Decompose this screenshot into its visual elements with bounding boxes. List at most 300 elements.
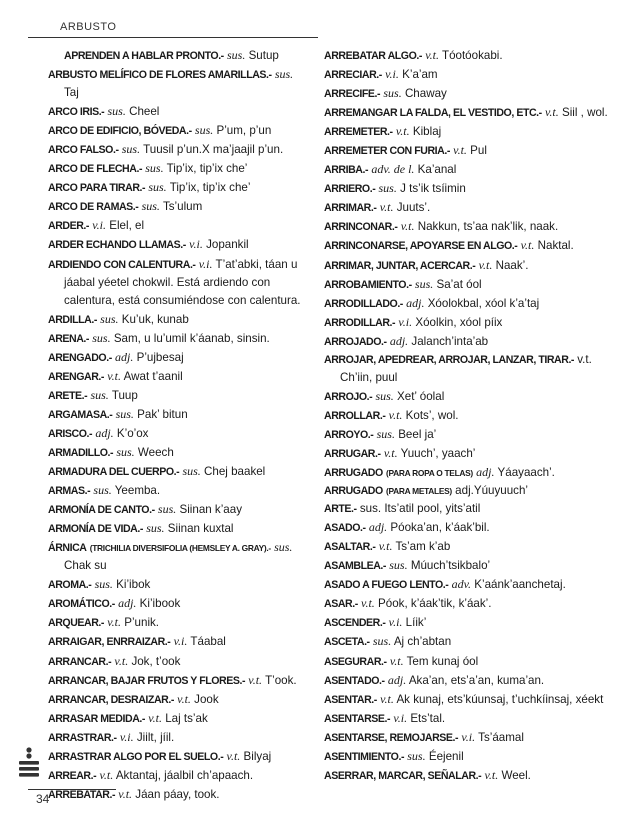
dictionary-entry: [324, 444, 616, 463]
entry-definition: Póoka’an, k’áak’bil.: [390, 521, 490, 535]
entry-definition: Ts’am k’ab: [395, 540, 451, 554]
entry-definition: K’a’am: [402, 68, 438, 82]
dictionary-entry: [48, 613, 310, 632]
entry-definition: Sa’at óol: [436, 277, 482, 291]
entry-part-of-speech: sus.: [115, 406, 134, 421]
entry-part-of-speech: v.t.: [380, 691, 394, 706]
dictionary-entry: [324, 122, 616, 141]
dictionary-entry: [324, 236, 616, 255]
entry-definition: Siinan k’aay: [179, 503, 242, 517]
dictionary-entry: [324, 294, 616, 313]
entry-headword: ASEGURAR.-: [324, 655, 387, 668]
entry-part-of-speech: v.i.: [173, 634, 188, 649]
dictionary-entry: [324, 387, 616, 406]
entry-part-of-speech: sus.: [92, 330, 111, 345]
entry-definition: Éejenil: [428, 749, 464, 763]
entry-definition: Aktantaj, jáalbil ch’apaach.: [115, 768, 254, 782]
entry-definition: Ak kunaj, ets’kúunsaj, t’uchkíinsaj, xéekt: [396, 692, 604, 706]
dictionary-entry: [324, 256, 616, 275]
dictionary-entry: [48, 500, 310, 519]
entry-part-of-speech: adj.: [115, 349, 134, 364]
dictionary-entry: [324, 463, 616, 482]
entry-headword: ARGAMASA.-: [48, 408, 113, 421]
entry-part-of-speech: sus.: [182, 464, 201, 479]
entry-definition: Naak’.: [495, 258, 529, 272]
entry-definition: Aka’an, ets’a’an, kuma’an.: [408, 673, 545, 687]
entry-headword: ARDER ECHANDO LLAMAS.-: [48, 239, 186, 252]
entry-definition: Xet’ óolal: [397, 389, 445, 403]
entry-definition: Ets’tal.: [410, 711, 446, 725]
entry-definition: Tem kunaj óol: [406, 654, 479, 668]
entry-headword: ASENTARSE.-: [324, 712, 391, 725]
entry-headword: ARRIMAR, JUNTAR, ACERCAR.-: [324, 259, 476, 272]
entry-headword: ARMONÍA DE VIDA.-: [48, 523, 143, 536]
dictionary-entry: [48, 424, 310, 443]
entry-headword-qualifier: (PARA METALES): [386, 486, 452, 497]
entry-part-of-speech: sus.: [100, 311, 119, 326]
dictionary-entry: [48, 255, 310, 310]
entry-headword: ARROJADO.-: [324, 335, 387, 348]
entry-definition: Bilyaj: [243, 749, 272, 763]
entry-part-of-speech: v.t.: [520, 238, 535, 253]
dictionary-entry: [48, 386, 310, 405]
entry-part-of-speech: sus.: [274, 67, 294, 82]
entry-part-of-speech: v.t.: [114, 653, 129, 668]
dictionary-entry: [48, 728, 310, 747]
dictionary-entry: [48, 121, 310, 140]
dictionary-entry: [48, 329, 310, 348]
entry-part-of-speech: sus.: [378, 181, 397, 196]
entry-headword: ASADO A FUEGO LENTO.-: [324, 579, 449, 592]
dictionary-entry: [48, 785, 310, 804]
entry-headword: ASALTAR.-: [324, 541, 376, 554]
entry-definition: Weech: [137, 445, 174, 459]
dictionary-entry: [48, 519, 310, 538]
dictionary-entry: [324, 482, 616, 500]
entry-headword: ARDIENDO CON CALENTURA.-: [48, 258, 196, 271]
dictionary-entry: [48, 766, 310, 785]
entry-part-of-speech: v.t.: [544, 105, 559, 120]
entry-definition: Sutup: [248, 49, 279, 62]
entry-definition: Xóolkin, xóol píix: [415, 315, 503, 329]
entry-headword: ARISCO.-: [48, 427, 93, 440]
dictionary-entry: [324, 500, 616, 518]
entry-part-of-speech: adj.: [95, 425, 114, 440]
dictionary-entry: [324, 709, 616, 728]
entry-headword: ARROJAR, APEDREAR, ARROJAR, LANZAR, TIRAR.-: [324, 353, 575, 366]
entry-headword: ARROYO.-: [324, 428, 374, 441]
entry-headword: ASAR.-: [324, 598, 358, 611]
entry-definition: Jiilt, jíil.: [136, 730, 175, 744]
left-column: [48, 46, 310, 804]
entry-part-of-speech: sus.: [116, 444, 135, 459]
entry-part-of-speech: sus.: [148, 180, 167, 195]
entry-definition: Beel ja’: [398, 427, 437, 441]
entry-headword: ARROJO.-: [324, 390, 373, 403]
entry-headword: ASAMBLEA.-: [324, 560, 387, 573]
dictionary-entry: [324, 537, 616, 556]
entry-definition: Juuts’.: [396, 201, 431, 215]
entry-part-of-speech: sus.: [372, 634, 392, 649]
entry-definition: Chak su: [64, 559, 107, 573]
dictionary-entry: [48, 462, 310, 481]
entry-headword: ASENTAR.-: [324, 693, 377, 706]
entry-headword: ASCENDER.-: [324, 617, 386, 630]
entry-part-of-speech: sus.: [376, 426, 395, 441]
entry-headword: ARCO FALSO.-: [48, 144, 119, 157]
dictionary-entry: [324, 613, 616, 632]
entry-part-of-speech: sus.: [94, 577, 113, 592]
entry-definition: P’unik.: [124, 616, 160, 630]
entry-definition: T’ook.: [265, 673, 297, 687]
dictionary-entry: [324, 728, 616, 747]
dictionary-entry: [324, 84, 616, 103]
entry-definition: Ki’ibook: [139, 597, 181, 611]
entry-definition: Ku’uk, kunab: [121, 312, 189, 326]
dictionary-entry: [48, 652, 310, 671]
entry-definition: sus. Its’atil pool, yits’atil: [359, 502, 481, 516]
entry-definition: T’at’abki, táan u jáabal yéetel chokwil. Está ardiendo con calentura, está consumiéndose con calentura.: [64, 257, 301, 307]
dictionary-entry: [324, 690, 616, 709]
entry-definition: Líik’: [405, 616, 427, 630]
entry-part-of-speech: adj.: [368, 520, 388, 535]
entry-definition: Tip’ix, tip’ix che’: [169, 181, 251, 195]
entry-part-of-speech: v.i.: [393, 710, 408, 725]
entry-part-of-speech: sus.: [157, 502, 177, 517]
entry-part-of-speech: v.t.: [177, 691, 191, 706]
entry-part-of-speech: adj.: [387, 672, 407, 687]
entry-headword: ARDER.-: [48, 220, 89, 233]
entry-definition: Jalanch’inta’ab: [411, 334, 489, 348]
entry-headword: ASCETA.-: [324, 636, 370, 649]
entry-definition: Taj: [64, 86, 79, 100]
entry-headword: ARCO IRIS.-: [48, 106, 105, 119]
dictionary-entry: [324, 575, 616, 594]
entry-definition: J ts’ik tsíimin: [400, 182, 466, 196]
entry-headword: ARRUGADO: [324, 467, 383, 480]
entry-part-of-speech: sus.: [414, 276, 434, 291]
entry-headword: ARRINCONAR.-: [324, 221, 398, 234]
entry-part-of-speech: v.t.: [388, 407, 403, 422]
entry-definition: Kiblaj: [412, 125, 442, 139]
entry-part-of-speech: v.t.: [395, 124, 410, 139]
entry-definition: Sam, u lu’umil k’áanab, sinsin.: [113, 331, 270, 345]
entry-headword: ARRASTRAR.-: [48, 731, 117, 744]
entry-part-of-speech: sus.: [274, 540, 293, 555]
dictionary-entry: [324, 313, 616, 332]
entry-part-of-speech: v.t.: [118, 786, 133, 801]
entry-part-of-speech: v.t.: [99, 767, 114, 782]
entry-part-of-speech: v.i.: [92, 218, 107, 233]
entry-headword: AROMA.-: [48, 579, 92, 592]
entry-part-of-speech: sus.: [407, 748, 426, 763]
entry-part-of-speech: v.t.: [484, 767, 499, 782]
maya-numeral-icon: [18, 746, 40, 778]
entry-part-of-speech: v.i.: [119, 729, 134, 744]
dictionary-entry: [48, 594, 310, 613]
entry-definition: Chej baakel: [204, 465, 266, 479]
dictionary-entry: [324, 141, 616, 160]
entry-headword: ARMAS.-: [48, 485, 91, 498]
dictionary-entry: [48, 367, 310, 386]
entry-definition: adj.Yúuyuuch’: [455, 484, 529, 498]
entry-headword: ARRASAR MEDIDA.-: [48, 712, 145, 725]
entry-headword: ARREMANGAR LA FALDA, EL VESTIDO, ETC.-: [324, 107, 542, 120]
page-number: 34: [36, 792, 50, 806]
entry-headword: ARRUGADO: [324, 485, 383, 498]
dictionary-entry: [48, 632, 310, 651]
header-rule: [28, 37, 318, 38]
dictionary-entry: [48, 690, 310, 709]
entry-definition: Siinan kuxtal: [167, 522, 234, 536]
dictionary-entry: [324, 594, 616, 613]
entry-part-of-speech: sus.: [90, 387, 109, 402]
entry-part-of-speech: sus.: [383, 86, 402, 101]
entry-headword: ARREBATAR.-: [48, 788, 116, 801]
entry-headword: ARMADURA DEL CUERPO.-: [48, 466, 180, 479]
entry-definition: Ts’áamal: [478, 730, 524, 744]
entry-part-of-speech: v.t.: [389, 653, 404, 668]
dictionary-entry: [324, 103, 616, 122]
entry-part-of-speech: v.i.: [461, 729, 476, 744]
dictionary-entry: [324, 671, 616, 690]
entry-definition: Yáayaach’.: [497, 466, 555, 480]
entry-definition: Ka’anal: [417, 163, 457, 177]
entry-part-of-speech: sus.: [93, 483, 112, 498]
entry-part-of-speech: sus.: [389, 558, 408, 573]
entry-part-of-speech: sus.: [121, 142, 141, 157]
entry-headword: ARRASTRAR ALGO POR EL SUELO.-: [48, 750, 224, 763]
entry-part-of-speech: adv.: [451, 577, 472, 592]
entry-headword: ARRIMAR.-: [324, 202, 377, 215]
entry-part-of-speech: adj.: [406, 295, 425, 310]
entry-headword: ARCO DE RAMAS.-: [48, 201, 139, 214]
entry-definition: Jook: [194, 692, 219, 706]
entry-definition: Múuch’tsikbalo’: [410, 559, 491, 573]
dictionary-entry: [48, 481, 310, 500]
dictionary-entry: [324, 179, 616, 198]
entry-definition: Tip’ix, tip’ix che’: [166, 162, 248, 176]
dictionary-entry: [324, 351, 616, 387]
dictionary-entry: [324, 556, 616, 575]
dictionary-entry: [48, 575, 310, 594]
entry-headword: ARRANCAR, DESRAIZAR.-: [48, 693, 174, 706]
running-head: ARBUSTO: [60, 21, 117, 33]
entry-headword: ARENGADO.-: [48, 351, 112, 364]
entry-headword: ASERRAR, MARCAR, SEÑALAR.-: [324, 769, 482, 782]
entry-definition: Tóotóokabi.: [441, 49, 503, 62]
entry-part-of-speech: v.t.: [425, 48, 439, 62]
entry-part-of-speech: v.t.: [361, 596, 375, 611]
dictionary-entry: [48, 538, 310, 575]
entry-headword-qualifier: (TRICHILIA DIVERSIFOLIA (HEMSLEY A. GRAY).-: [89, 543, 271, 554]
entry-definition: P’um, p’un: [216, 124, 272, 138]
entry-headword: ARENGAR.-: [48, 370, 104, 383]
entry-headword: ASENTIMIENTO.-: [324, 750, 405, 763]
entry-definition: Tuusil p’un.X ma’jaajil p’un.: [143, 143, 284, 157]
dictionary-entry: [48, 65, 310, 102]
dictionary-entry: [324, 46, 616, 65]
entry-part-of-speech: v.i.: [189, 237, 203, 252]
entry-definition: Yeemba.: [114, 484, 161, 498]
entry-part-of-speech: sus.: [141, 199, 160, 214]
entry-headword: ARBUSTO MELÍFICO DE FLORES AMARILLAS.-: [48, 69, 272, 82]
entry-headword: ARCO PARA TIRAR.-: [48, 182, 146, 195]
dictionary-entry: [48, 216, 310, 235]
dictionary-entry: [324, 275, 616, 294]
entry-definition: v.t. Ch’iin, puul: [340, 352, 592, 384]
dictionary-entry: [48, 159, 310, 178]
entry-headword: ARRANCAR.-: [48, 655, 112, 668]
entry-part-of-speech: adv. de l.: [371, 162, 415, 177]
entry-headword: ARCO DE FLECHA.-: [48, 163, 143, 176]
entry-definition: Awat t’aanil: [123, 369, 183, 383]
entry-headword: ARRUGAR.-: [324, 447, 381, 460]
entry-part-of-speech: v.t.: [383, 445, 398, 460]
entry-headword-qualifier: (PARA ROPA O TELAS): [386, 468, 473, 479]
entry-definition: Ki’ibok: [116, 578, 151, 592]
entry-headword: ARROBAMIENTO.-: [324, 278, 412, 291]
entry-definition: Pul: [470, 144, 487, 158]
dictionary-entry: [324, 160, 616, 179]
dictionary-entry: [48, 405, 310, 424]
entry-headword: ASADO.-: [324, 522, 366, 535]
entry-part-of-speech: v.t.: [378, 539, 393, 554]
entry-part-of-speech: sus.: [375, 388, 394, 403]
dictionary-entry: [324, 332, 616, 351]
entry-definition: P’ujbesaj: [136, 350, 184, 364]
entry-part-of-speech: v.t.: [148, 710, 162, 725]
entry-definition: Siil , wol.: [561, 106, 608, 120]
entry-headword: ARREMETER CON FURIA.-: [324, 145, 450, 158]
entry-part-of-speech: v.t.: [379, 200, 394, 215]
entry-part-of-speech: v.i.: [388, 615, 403, 630]
entry-part-of-speech: sus.: [194, 123, 214, 138]
entry-headword: ARRIERO.-: [324, 183, 376, 196]
entry-headword: ASENTARSE, REMOJARSE.-: [324, 731, 459, 744]
entry-headword: ARRODILLAR.-: [324, 316, 396, 329]
entry-definition: Póok, k’áak’tik, k’áak’.: [378, 597, 492, 611]
dictionary-entry: [48, 46, 310, 65]
entry-part-of-speech: adj.: [476, 465, 495, 480]
entry-part-of-speech: v.i.: [398, 314, 413, 329]
entry-headword: ARRAIGAR, ENRRAIZAR.-: [48, 636, 171, 649]
entry-definition: Jáan páay, took.: [135, 787, 220, 801]
dictionary-entry: [48, 747, 310, 766]
entry-definition: Pak’ bitun: [137, 407, 188, 421]
entry-headword: ARRINCONARSE, APOYARSE EN ALGO.-: [324, 240, 518, 253]
entry-part-of-speech: adj.: [118, 596, 137, 611]
dictionary-entry: [324, 217, 616, 236]
entry-headword: ÁRNICA: [48, 542, 87, 555]
dictionary-entry: [48, 102, 310, 121]
entry-headword: ARRECIAR.-: [324, 69, 382, 82]
entry-headword: ARROLLAR.-: [324, 409, 386, 422]
entry-headword: ARTE.-: [324, 503, 357, 516]
entry-headword: ARMONÍA DE CANTO.-: [48, 504, 155, 517]
entry-definition: Tuup: [111, 388, 138, 402]
dictionary-entry: [48, 671, 310, 690]
entry-part-of-speech: sus.: [227, 48, 246, 62]
entry-part-of-speech: v.t.: [107, 615, 121, 630]
dictionary-entry: [48, 197, 310, 216]
entry-part-of-speech: v.t.: [226, 748, 241, 763]
entry-headword: ASENTADO.-: [324, 674, 385, 687]
dictionary-entry: [48, 443, 310, 462]
dictionary-entry: [48, 235, 310, 254]
entry-part-of-speech: v.t.: [248, 672, 263, 687]
dictionary-entry: [324, 198, 616, 217]
entry-headword: ARQUEAR.-: [48, 617, 104, 630]
entry-headword: ARRIBA.-: [324, 164, 369, 177]
entry-headword: ARCO DE EDIFICIO, BÓVEDA.-: [48, 125, 192, 138]
entry-definition: Xóolokbal, xóol k’a’taj: [427, 296, 540, 310]
entry-headword: ARENA.-: [48, 332, 89, 345]
entry-definition: Naktal.: [537, 239, 574, 253]
entry-part-of-speech: v.i.: [385, 67, 399, 82]
dictionary-entry: [324, 747, 616, 766]
entry-part-of-speech: v.i.: [198, 256, 213, 271]
entry-headword: ARRODILLADO.-: [324, 297, 403, 310]
entry-definition: Yuuch’, yaach’: [400, 446, 476, 460]
entry-definition: Laj ts’ak: [165, 711, 208, 725]
entry-headword: ARETE.-: [48, 389, 88, 402]
dictionary-entry: [324, 425, 616, 444]
entry-definition: Jopankil: [206, 238, 249, 252]
dictionary-entry: [324, 766, 616, 785]
entry-definition: Aj ch’abtan: [393, 635, 452, 649]
entry-part-of-speech: adj.: [389, 333, 409, 348]
dictionary-entry: [324, 652, 616, 671]
dictionary-entry: [324, 518, 616, 537]
entry-definition: K’aánk’aanchetaj.: [474, 578, 566, 592]
entry-definition: Nakkun, ts’aa nak’lik, naak.: [417, 220, 559, 234]
entry-headword: ARREMETER.-: [324, 126, 393, 139]
entry-headword: ARRECIFE.-: [324, 88, 381, 101]
right-column: [324, 46, 616, 785]
entry-definition: Chaway: [404, 87, 447, 101]
entry-headword: ARREAR.-: [48, 769, 97, 782]
entry-definition: Táabal: [190, 635, 226, 649]
entry-part-of-speech: sus.: [107, 104, 126, 119]
dictionary-entry: [48, 709, 310, 728]
entry-headword: ARDILLA.-: [48, 313, 97, 326]
entry-headword: AROMÁTICO.-: [48, 598, 115, 611]
entry-part-of-speech: sus.: [146, 521, 165, 536]
entry-part-of-speech: v.t.: [478, 257, 493, 272]
dictionary-entry: [48, 140, 310, 159]
entry-part-of-speech: v.t.: [453, 143, 467, 158]
entry-headword: ARMADILLO.-: [48, 446, 114, 459]
dictionary-entry: [324, 65, 616, 84]
entry-definition: Kots’, wol.: [405, 408, 459, 422]
entry-headword: ARREBATAR ALGO.-: [324, 50, 422, 62]
dictionary-entry: [48, 348, 310, 367]
dictionary-entry: [48, 178, 310, 197]
dictionary-entry: [324, 632, 616, 651]
entry-part-of-speech: sus.: [145, 161, 164, 176]
dictionary-entry: [324, 406, 616, 425]
entry-definition: K’o’ox: [116, 426, 149, 440]
entry-definition: Elel, el: [109, 219, 145, 233]
footer-rule: [28, 789, 116, 790]
entry-definition: Weel.: [501, 768, 531, 782]
entry-definition: Cheel: [129, 105, 160, 119]
entry-headword: ARRANCAR, BAJAR FRUTOS Y FLORES.-: [48, 674, 246, 687]
dictionary-entry: [48, 310, 310, 329]
entry-definition: Ts’ulum: [162, 200, 203, 214]
entry-headword: APRENDEN A HABLAR PRONTO.-: [64, 50, 224, 62]
